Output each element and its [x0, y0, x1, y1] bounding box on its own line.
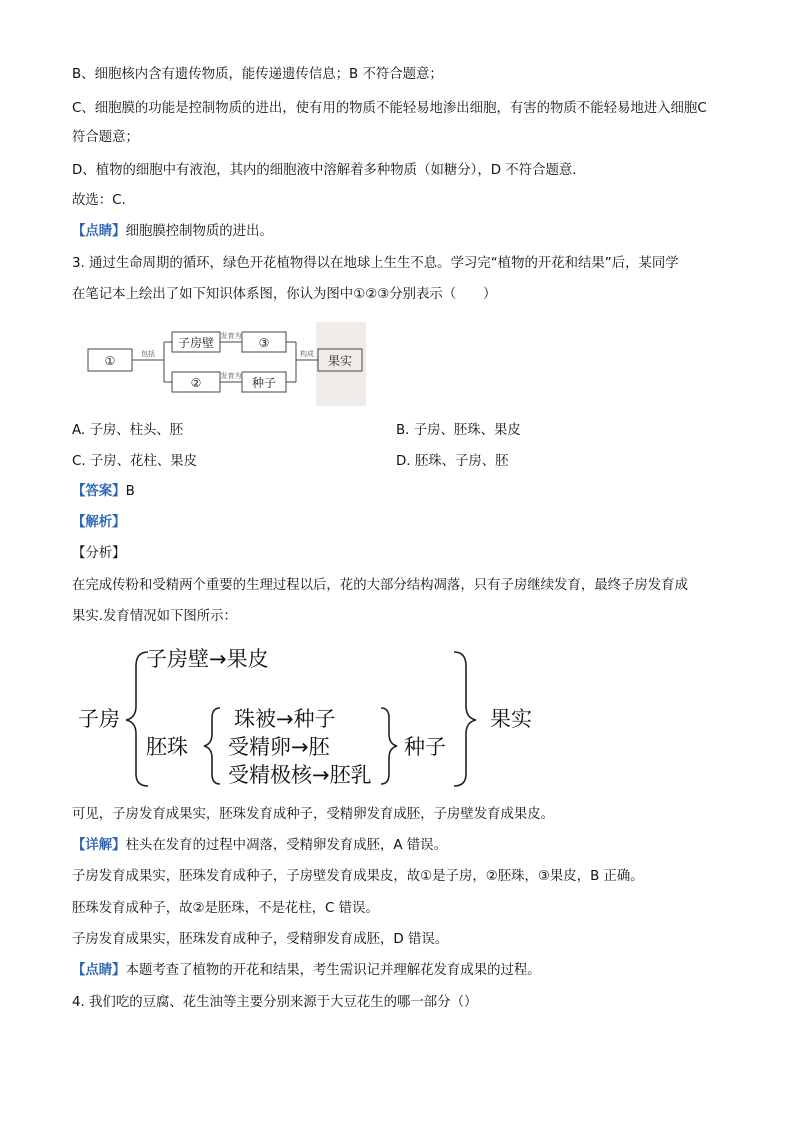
text-line: 子房发育成果实，胚珠发育成种子，子房壁发育成果皮，故①是子房，②胚珠，③果皮，B 正确。: [72, 869, 644, 884]
detail-tag: 【详解】: [72, 838, 126, 853]
ovary-label: 子房: [78, 707, 120, 731]
text-line: 果实.发育情况如下图所示：: [72, 609, 237, 624]
fruit-label: 果实: [490, 707, 532, 731]
develop-label-2: 发育为: [220, 372, 242, 380]
option-d: D. 胚珠、子房、胚: [396, 454, 509, 469]
question-4-text: 4. 我们吃的豆腐、花生油等主要分别来源于大豆花生的哪一部分（）: [72, 995, 478, 1010]
inner-left-brace: [204, 708, 220, 784]
text-line: 可见，子房发育成果实，胚珠发育成种子，受精卵发育成胚，子房壁发育成果皮。: [72, 807, 555, 822]
question-3-text: 在笔记本上绘出了如下知识体系图，你认为图中①②③分别表示（ ）: [72, 287, 497, 302]
fenxi-tag: 【分析】: [72, 546, 126, 561]
development-diagram-svg: [76, 640, 546, 792]
option-b: B. 子房、胚珠、果皮: [396, 423, 521, 438]
key-point-tag: 【点睛】: [72, 224, 126, 239]
key-point-line: [72, 962, 726, 980]
option-c: C. 子房、花柱、果皮: [72, 454, 197, 469]
text-line: B、细胞核内含有遗传物质，能传递遗传信息；B 不符合题意；: [72, 67, 443, 82]
box-2-label: ②: [190, 376, 202, 390]
develop-label-1: 发育为: [220, 332, 242, 340]
wall-to-peel-label: 子房壁→果皮: [146, 647, 269, 671]
key-point-line: [72, 223, 726, 241]
big-left-brace: [126, 652, 148, 786]
development-diagram: [76, 640, 546, 792]
box-wall-label: 子房壁: [177, 336, 215, 350]
text-line: C、细胞膜的功能是控制物质的进出，使有用的物质不能轻易地渗出细胞，有害的物质不能轻易地进入细胞C: [72, 101, 707, 116]
answer-line: [72, 483, 726, 501]
big-right-brace: [454, 652, 476, 786]
box-seed-label: 种子: [251, 376, 277, 390]
detail-text: 柱头在发育的过程中凋落，受精卵发育成胚，A 错误。: [125, 838, 447, 853]
text-line: 子房发育成果实，胚珠发育成种子，受精卵发育成胚，D 错误。: [72, 932, 449, 947]
text-line: 符合题意；: [72, 130, 139, 145]
box-1-label: ①: [104, 354, 116, 368]
answer-tag: 【答案】: [72, 484, 126, 499]
key-point-tag: 【点睛】: [72, 963, 126, 978]
analysis-tag: 【解析】: [72, 515, 126, 530]
answer-value: B: [125, 484, 135, 499]
option-a: A. 子房、柱头、胚: [72, 423, 184, 438]
text-line: 在完成传粉和受精两个重要的生理过程以后，花的大部分结构凋落，只有子房继续发育，最终子房发育成: [72, 578, 688, 593]
text-line: 胚珠发育成种子，故②是胚珠，不是花柱，C 错误。: [72, 901, 379, 916]
box-fruit-label: 果实: [327, 354, 353, 368]
seed-label: 种子: [404, 735, 446, 759]
integument-label: 珠被→种子: [234, 707, 336, 731]
detail-line: [72, 837, 726, 855]
question-3-text: 3. 通过生命周期的循环，绿色开花植物得以在地球上生生不息。学习完“植物的开花和结果”后，某同学: [72, 256, 679, 271]
knowledge-diagram-svg: [84, 322, 366, 406]
include-label: 包括: [141, 350, 155, 358]
zygote-label: 受精卵→胚: [228, 735, 330, 759]
form-label: 构成: [300, 350, 314, 358]
inner-right-brace: [381, 708, 397, 784]
text-line: D、植物的细胞中有液泡，其内的细胞液中溶解着多种物质（如糖分），D 不符合题意．: [72, 163, 586, 178]
text-line: 故选：C.: [72, 193, 126, 208]
ovule-label: 胚珠: [146, 735, 188, 759]
box-3-label: ③: [258, 336, 270, 350]
key-point-text: 本题考查了植物的开花和结果，考生需识记并理解花发育成果的过程。: [125, 963, 541, 978]
fenxi-heading: [72, 545, 726, 563]
key-point-text: 细胞膜控制物质的进出。: [125, 224, 273, 239]
polar-nuclei-label: 受精极核→胚乳: [228, 763, 372, 787]
knowledge-diagram: [84, 322, 366, 406]
analysis-heading: [72, 514, 726, 532]
